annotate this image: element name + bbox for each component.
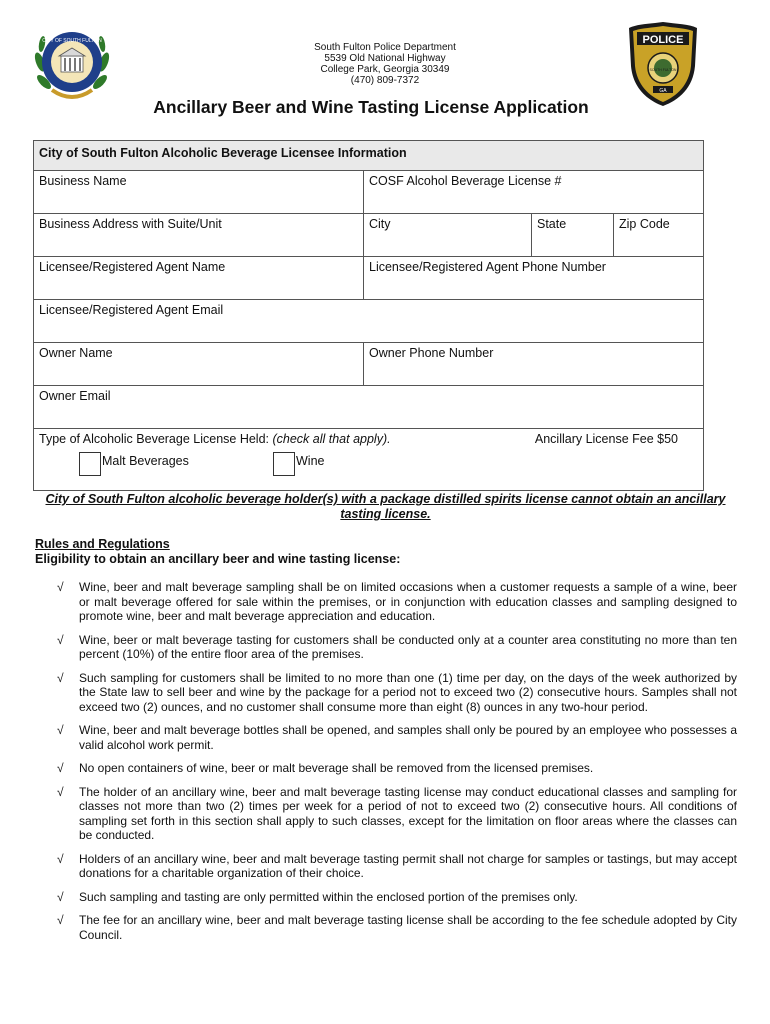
- agent-name-label: Licensee/Registered Agent Name: [39, 260, 226, 274]
- rules-heading: Rules and Regulations: [35, 537, 170, 551]
- address-line-1: 5539 Old National Highway: [324, 53, 446, 64]
- license-type-question: [39, 432, 391, 446]
- owner-email-label: Owner Email: [39, 389, 111, 403]
- malt-beverages-label: Malt Beverages: [102, 454, 189, 468]
- agent-email-field[interactable]: [34, 300, 704, 343]
- agent-name-field[interactable]: [34, 257, 364, 300]
- svg-text:GA: GA: [659, 88, 667, 94]
- check-icon: √: [57, 913, 64, 927]
- license-number-field[interactable]: [364, 171, 704, 214]
- svg-text:CITY OF SOUTH FULTON: CITY OF SOUTH FULTON: [42, 38, 102, 44]
- license-type-cell: [34, 429, 704, 491]
- address-line-2: College Park, Georgia 30349: [320, 64, 450, 75]
- phone-number: (470) 809-7372: [350, 75, 420, 86]
- owner-email-field[interactable]: [34, 386, 704, 429]
- licensee-info-table: [33, 140, 704, 491]
- svg-text:POLICE: POLICE: [642, 34, 684, 46]
- business-address-field[interactable]: [34, 214, 364, 257]
- section-title: City of South Fulton Alcoholic Beverage Licensee Information: [34, 141, 704, 171]
- rules-heading-block: [35, 537, 400, 567]
- letterhead: [0, 42, 770, 86]
- page-title: Ancillary Beer and Wine Tasting License Application: [153, 97, 589, 117]
- rule-item: √ No open containers of wine, beer or malt beverage shall be removed from the licensed premises.: [57, 761, 594, 775]
- state-field[interactable]: [532, 214, 614, 257]
- business-name-field[interactable]: [34, 171, 364, 214]
- agent-phone-field[interactable]: [364, 257, 704, 300]
- rule-item: √ Such sampling and tasting are only permitted within the enclosed portion of the premises only.: [57, 889, 578, 904]
- rule-item: √ Holders of an ancillary wine, beer and malt beverage tasting permit shall not charge for samples or tastings, but may accept donations for a charitable organization of their choice.: [57, 851, 737, 880]
- wine-label: Wine: [296, 454, 325, 468]
- city-field[interactable]: [364, 214, 532, 257]
- rule-item: √ Wine, beer and malt beverage bottles shall be opened, and samples shall only be poured by an employee who possesses a valid alcohol work permit.: [57, 723, 737, 752]
- agent-email-label: Licensee/Registered Agent Email: [39, 303, 224, 317]
- zip-field[interactable]: [614, 214, 704, 257]
- spirits-license-warning: City of South Fulton alcoholic beverage holder(s) with a package distilled spirits license cannot obtain an ancillary tasting license.: [45, 492, 726, 521]
- license-type-label: Type of Alcoholic Beverage License Held:: [39, 432, 269, 446]
- rule-item: √ Wine, beer or malt beverage tasting for customers shall be conducted only at a counter area constituting no more than ten percent (10%) of the entire floor area of the premises.: [57, 632, 737, 661]
- check-icon: √: [57, 761, 64, 775]
- malt-beverages-checkbox[interactable]: [79, 452, 101, 476]
- city-label: City: [369, 217, 391, 231]
- svg-text:SOUTH FULTON: SOUTH FULTON: [649, 68, 677, 72]
- business-name-label: Business Name: [39, 174, 127, 188]
- agent-phone-label: Licensee/Registered Agent Phone Number: [369, 260, 606, 274]
- check-icon: √: [57, 580, 64, 594]
- business-address-label: Business Address with Suite/Unit: [39, 217, 222, 231]
- rules-subheading: Eligibility to obtain an ancillary beer and wine tasting license:: [35, 552, 401, 566]
- check-icon: √: [57, 889, 64, 904]
- rule-item: √ Such sampling for customers shall be limited to no more than one (1) time per day, on the days of the week authorized by the State law to sell beer and wine by the package for a period not to exceed two (2) consecutive hours. Samples shall not exceed two (2) ounces, and no customer shall consume more than eight (8) ounces in any two-hour period.: [57, 670, 737, 714]
- department-name: South Fulton Police Department: [314, 42, 456, 53]
- owner-phone-label: Owner Phone Number: [369, 346, 494, 360]
- state-label: State: [537, 217, 567, 231]
- rule-item: √ Wine, beer and malt beverage sampling shall be on limited occasions when a customer requests a sample of a wine, beer or malt beverage offered for sale within the premises, or in conjunction with education classes and sampling designed to promote wine, beer and malt beverage appreciation and education.: [57, 580, 737, 623]
- check-icon: √: [57, 784, 64, 799]
- check-icon: √: [57, 851, 64, 866]
- rule-item: √ The holder of an ancillary wine, beer and malt beverage tasting license may conduct educational classes and sampling for classes not more than two (2) times per week for a period of not to exceed two (2) consecutive hours. All conditions of sampling set forth in this section shall apply to such classes, except for the limitation on floor areas where the classes can be conducted.: [57, 784, 737, 842]
- license-number-label: COSF Alcohol Beverage License #: [369, 174, 562, 188]
- check-icon: √: [57, 723, 64, 737]
- license-fee: Ancillary License Fee $50: [534, 432, 679, 446]
- rule-item: √ The fee for an ancillary wine, beer and malt beverage tasting license shall be according to the fee schedule adopted by City Council.: [57, 913, 737, 942]
- wine-checkbox[interactable]: [273, 452, 295, 476]
- owner-phone-field[interactable]: [364, 343, 704, 386]
- check-icon: √: [57, 632, 64, 647]
- zip-label: Zip Code: [619, 217, 670, 231]
- owner-name-label: Owner Name: [39, 346, 113, 360]
- license-type-hint: (check all that apply).: [272, 432, 391, 446]
- check-icon: √: [57, 670, 64, 685]
- rules-list: [57, 580, 737, 942]
- owner-name-field[interactable]: [34, 343, 364, 386]
